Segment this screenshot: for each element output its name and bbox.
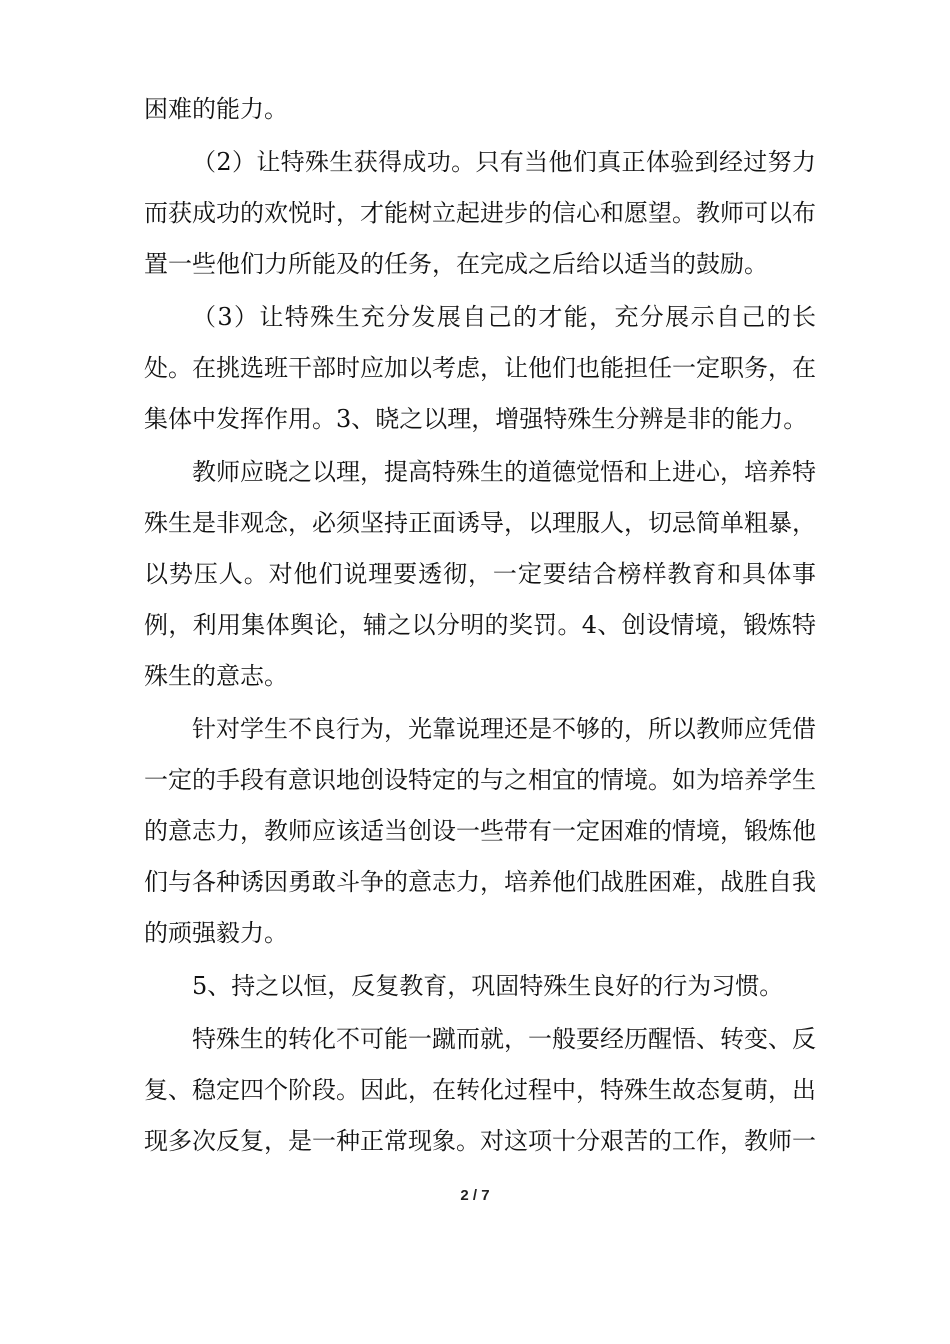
paragraph-4: 教师应晓之以理，提高特殊生的道德觉悟和上进心，培养特殊生是非观念，必须坚持正面诱导，以理服人，切忌简单粗暴，以势压人。对他们说理要透彻，一定要结合榜样教育和具体事例，利用集体舆论，辅之以分明的奖罚。4、创设情境，锻炼特殊生的意志。 xyxy=(144,458,816,690)
paragraph-7: 特殊生的转化不可能一蹴而就，一般要经历醒悟、转变、反复、稳定四个阶段。因此，在转化过程中，特殊生故态复萌，出现多次反复，是一种正常现象。对这项十分艰苦的工作，教师一 xyxy=(144,1025,816,1155)
paragraph-6: 5、持之以恒，反复教育，巩固特殊生良好的行为习惯。 xyxy=(192,972,784,1000)
paragraph-2: （2）让特殊生获得成功。只有当他们真正体验到经过努力而获成功的欢悦时，才能树立起进步的信心和愿望。教师可以布置一些他们力所能及的任务，在完成之后给以适当的鼓励。 xyxy=(144,148,816,278)
paragraph-3: （3）让特殊生充分发展自己的才能，充分展示自己的长处。在挑选班干部时应加以考虑，让他们也能担任一定职务，在集体中发挥作用。3、晓之以理，增强特殊生分辨是非的能力。 xyxy=(144,303,816,433)
page-number: 2 / 7 xyxy=(460,1187,490,1204)
page-body xyxy=(144,84,816,1167)
paragraph-1: 困难的能力。 xyxy=(144,95,288,123)
paragraph-5: 针对学生不良行为，光靠说理还是不够的，所以教师应凭借一定的手段有意识地创设特定的与之相宜的情境。如为培养学生的意志力，教师应该适当创设一些带有一定困难的情境，锻炼他们与各种诱因勇敢斗争的意志力，培养他们战胜困难，战胜自我的顽强毅力。 xyxy=(144,715,816,947)
